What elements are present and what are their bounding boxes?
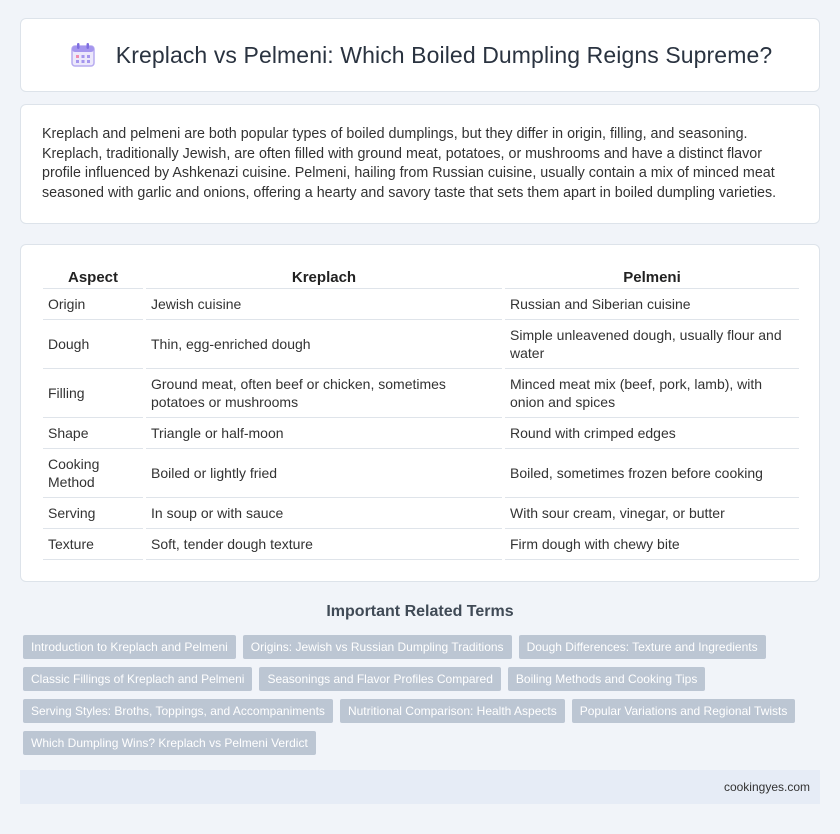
related-term-tag[interactable]: Nutritional Comparison: Health Aspects xyxy=(340,699,565,723)
cell-pelmeni: Minced meat mix (beef, pork, lamb), with onion and spices xyxy=(505,369,799,418)
cell-kreplach: Jewish cuisine xyxy=(146,289,502,320)
table-row xyxy=(43,418,799,449)
related-term-tag[interactable]: Which Dumpling Wins? Kreplach vs Pelmeni Verdict xyxy=(23,731,316,755)
table-row xyxy=(43,289,799,320)
table-row xyxy=(43,529,799,560)
cell-aspect: Serving xyxy=(43,498,143,529)
cell-aspect: Filling xyxy=(43,369,143,418)
table-row xyxy=(43,320,799,369)
cell-aspect: Cooking Method xyxy=(43,449,143,498)
related-term-tag[interactable]: Introduction to Kreplach and Pelmeni xyxy=(23,635,236,659)
related-term-tag[interactable]: Serving Styles: Broths, Toppings, and Accompaniments xyxy=(23,699,333,723)
cell-kreplach: In soup or with sauce xyxy=(146,498,502,529)
footer xyxy=(20,770,820,804)
footer-site-link[interactable]: cookingyes.com xyxy=(723,780,810,794)
calendar-icon xyxy=(68,40,98,70)
related-term-tag[interactable]: Dough Differences: Texture and Ingredients xyxy=(519,635,766,659)
cell-aspect: Shape xyxy=(43,418,143,449)
cell-kreplach: Soft, tender dough texture xyxy=(146,529,502,560)
header-aspect: Aspect xyxy=(43,265,143,289)
page-title: Kreplach vs Pelmeni: Which Boiled Dumpling Reigns Supreme? xyxy=(115,41,773,68)
related-term-tag[interactable]: Seasonings and Flavor Profiles Compared xyxy=(259,667,500,691)
header-kreplach: Kreplach xyxy=(146,265,502,289)
cell-kreplach: Ground meat, often beef or chicken, sometimes potatoes or mushrooms xyxy=(146,369,502,418)
intro-card xyxy=(20,104,820,224)
related-terms-list xyxy=(23,635,803,755)
cell-pelmeni: Russian and Siberian cuisine xyxy=(505,289,799,320)
comparison-table xyxy=(40,265,802,560)
related-term-tag[interactable]: Classic Fillings of Kreplach and Pelmeni xyxy=(23,667,252,691)
title-card xyxy=(20,18,820,92)
cell-pelmeni: Boiled, sometimes frozen before cooking xyxy=(505,449,799,498)
cell-pelmeni: Round with crimped edges xyxy=(505,418,799,449)
cell-kreplach: Triangle or half-moon xyxy=(146,418,502,449)
header-pelmeni: Pelmeni xyxy=(505,265,799,289)
related-term-tag[interactable]: Popular Variations and Regional Twists xyxy=(572,699,796,723)
related-term-tag[interactable]: Boiling Methods and Cooking Tips xyxy=(508,667,705,691)
related-term-tag[interactable]: Origins: Jewish vs Russian Dumpling Traditions xyxy=(243,635,512,659)
comparison-table-card xyxy=(20,244,820,582)
related-terms-heading: Important Related Terms xyxy=(326,603,514,620)
intro-paragraph: Kreplach and pelmeni are both popular types of boiled dumplings, but they differ in origin, filling, and seasoning. Kreplach, traditionally Jewish, are often filled with ground meat, potatoes, or mushrooms and have a distinct flavor profile influenced by Ashkenazi cuisine. Pelmeni, hailing from Russian cuisine, usually contain a mix of minced meat seasoned with garlic and onions, offering a hearty and savory taste that sets them apart in boiled dumpling varieties. xyxy=(42,126,777,201)
cell-pelmeni: Firm dough with chewy bite xyxy=(505,529,799,560)
cell-kreplach: Boiled or lightly fried xyxy=(146,449,502,498)
cell-aspect: Dough xyxy=(43,320,143,369)
cell-kreplach: Thin, egg-enriched dough xyxy=(146,320,502,369)
cell-pelmeni: Simple unleavened dough, usually flour and water xyxy=(505,320,799,369)
table-header-row xyxy=(43,265,799,289)
table-row xyxy=(43,449,799,498)
table-row xyxy=(43,498,799,529)
cell-aspect: Origin xyxy=(43,289,143,320)
table-row xyxy=(43,369,799,418)
cell-aspect: Texture xyxy=(43,529,143,560)
cell-pelmeni: With sour cream, vinegar, or butter xyxy=(505,498,799,529)
